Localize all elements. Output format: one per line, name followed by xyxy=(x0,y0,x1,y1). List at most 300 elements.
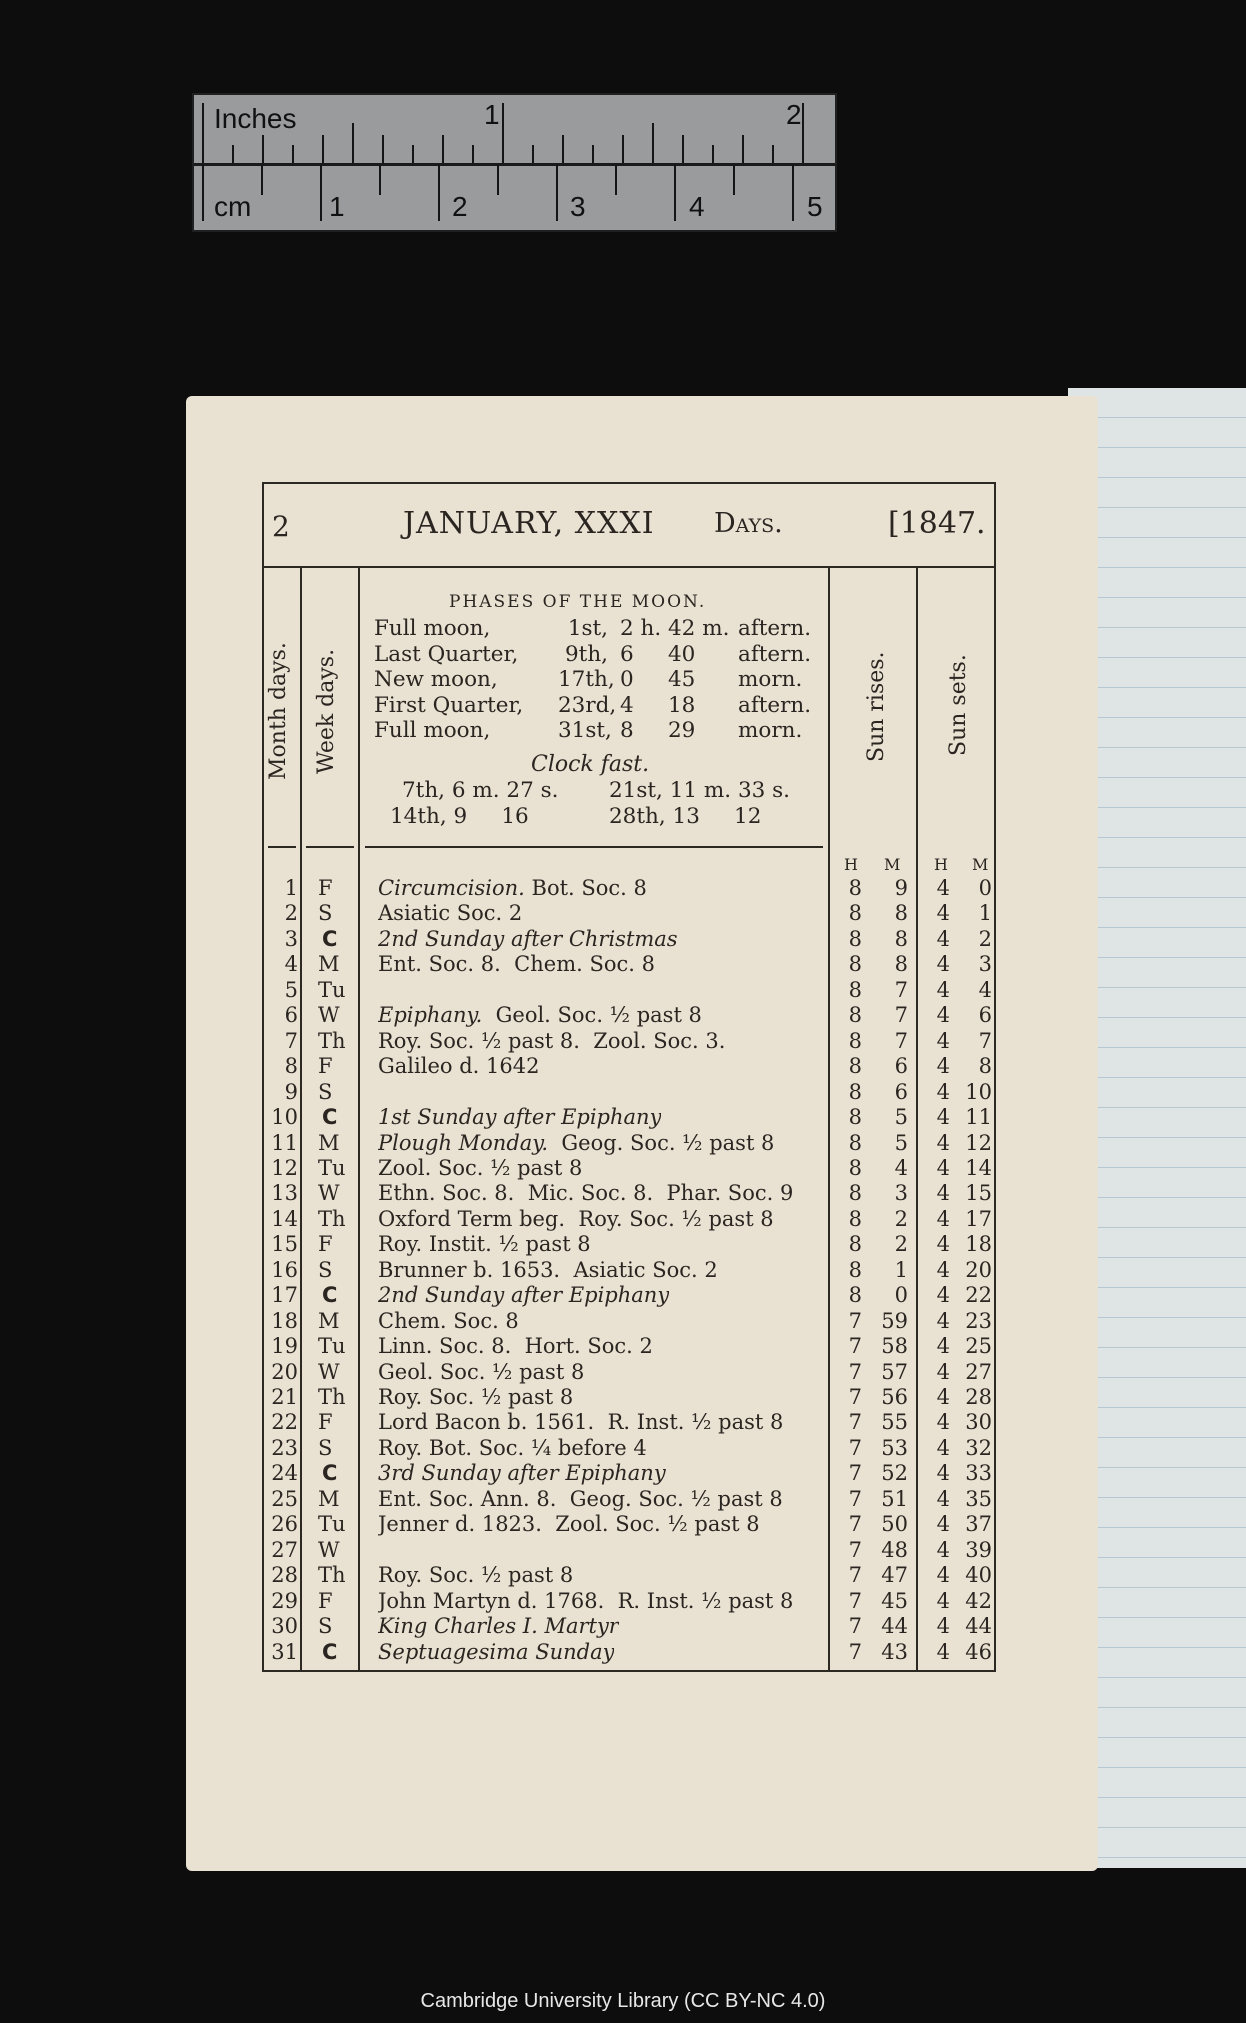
day-event xyxy=(378,1309,519,1334)
ruler-cm-tick xyxy=(674,165,676,221)
sunset-minute: 25 xyxy=(965,1334,992,1359)
ruler-inch-tick xyxy=(712,145,714,163)
sunset-minute: 37 xyxy=(965,1512,992,1537)
moon-phase-period: aftern. xyxy=(738,641,812,667)
sunset-hour: 4 xyxy=(936,1028,950,1053)
moon-phase-minute: 29 xyxy=(668,718,696,743)
ruler-cm-tick xyxy=(379,165,381,195)
ruler-cm-mark-1: 1 xyxy=(329,191,345,222)
week-day: C xyxy=(322,1461,338,1486)
sunrise-minute: 4 xyxy=(894,1155,908,1180)
sunrise-hour: 7 xyxy=(848,1334,862,1359)
day-event xyxy=(378,927,678,952)
ruler-inch-tick xyxy=(562,135,564,163)
day-event-roman: Geog. Soc. ½ past 8 xyxy=(548,1130,775,1155)
ruler-inch-tick xyxy=(412,145,414,163)
sunset-hour: 4 xyxy=(936,1079,950,1104)
sunset-hour: 4 xyxy=(936,1155,950,1180)
sunrise-minute: 8 xyxy=(894,926,908,951)
day-event-roman: Roy. Bot. Soc. ¼ before 4 xyxy=(378,1435,647,1460)
sunset-minute: 10 xyxy=(965,1079,992,1104)
day-event-italic: 1st Sunday after Epiphany xyxy=(378,1105,662,1130)
sunrise-minute: 43 xyxy=(881,1639,908,1664)
day-event xyxy=(378,1029,725,1054)
sunset-minute: 32 xyxy=(965,1435,992,1460)
day-event xyxy=(378,1258,718,1283)
month-day: 23 xyxy=(271,1435,298,1460)
day-event xyxy=(378,952,655,977)
sunrise-hour: 7 xyxy=(848,1537,862,1562)
day-event-roman: Ethn. Soc. 8. Mic. Soc. 8. Phar. Soc. 9 xyxy=(378,1181,794,1206)
day-event-roman: Brunner b. 1653. Asiatic Soc. 2 xyxy=(378,1257,718,1282)
month-day: 11 xyxy=(271,1130,298,1155)
clock-fast-row2-left: 14th, 9 16 xyxy=(390,804,529,829)
day-event xyxy=(378,1105,661,1130)
ruler-cm-tick xyxy=(792,165,794,221)
sunset-minute: 28 xyxy=(965,1385,992,1409)
sunset-minute: 8 xyxy=(978,1054,992,1079)
moon-phase-period: aftern. xyxy=(738,692,812,718)
month-day: 2 xyxy=(284,901,298,926)
month-day: 25 xyxy=(271,1486,298,1511)
week-day: F xyxy=(318,1232,333,1257)
sunset-hour: 4 xyxy=(936,1232,950,1257)
moon-phase-hour: 6 xyxy=(620,641,634,667)
day-event xyxy=(378,1563,573,1588)
week-days-label: Week days. xyxy=(314,648,339,774)
week-day: Th xyxy=(318,1563,346,1588)
moon-phase-period: morn. xyxy=(738,718,803,743)
sunset-hour: 4 xyxy=(936,1486,950,1511)
month-day: 6 xyxy=(284,1003,298,1028)
day-event xyxy=(378,1614,619,1639)
sunrise-minute: 8 xyxy=(894,952,908,977)
sunrise-minute: 2 xyxy=(894,1232,908,1257)
sunrise-minute: 6 xyxy=(894,1054,908,1079)
week-day: Th xyxy=(318,1385,346,1409)
week-day: W xyxy=(318,1359,340,1384)
sunrise-hour: 7 xyxy=(848,1385,862,1409)
sunrise-minute: 9 xyxy=(894,876,908,900)
ruler-cm-tick xyxy=(556,165,558,221)
sunset-hour: 4 xyxy=(936,1130,950,1155)
day-event-italic: Epiphany. xyxy=(378,1003,483,1028)
day-event xyxy=(378,1385,573,1410)
day-event-roman: Roy. Soc. ½ past 8 xyxy=(378,1385,574,1409)
moon-phase-hour: 2 h. xyxy=(620,616,662,641)
day-event-roman: Geol. Soc. ½ past 8 xyxy=(378,1359,585,1384)
sunrise-minute: 50 xyxy=(881,1512,908,1537)
sunrise-h-label: H xyxy=(844,855,858,874)
sunset-hour: 4 xyxy=(936,1461,950,1486)
month-day: 20 xyxy=(271,1359,298,1384)
week-day: S xyxy=(318,1257,333,1282)
ruler-cm-mark-3: 3 xyxy=(570,191,586,222)
moon-phase-period: morn. xyxy=(738,667,803,692)
day-event-italic: King Charles I. Martyr xyxy=(378,1614,619,1639)
ruler-cm-tick xyxy=(615,165,617,195)
moon-phases-heading: PHASES OF THE MOON. xyxy=(449,592,707,612)
moon-phase-hour: 4 xyxy=(620,692,634,718)
sunrise-hour: 7 xyxy=(848,1588,862,1613)
scale-ruler xyxy=(192,93,837,232)
sunset-minute: 3 xyxy=(978,952,992,977)
ruler-midline xyxy=(194,163,835,166)
ruler-inch-tick xyxy=(502,103,504,163)
month-day: 8 xyxy=(284,1054,298,1079)
day-event xyxy=(378,1207,774,1232)
day-event-roman: John Martyn d. 1768. R. Inst. ½ past 8 xyxy=(378,1588,794,1613)
day-event xyxy=(378,876,647,901)
month-day: 13 xyxy=(271,1181,298,1206)
ruler-inch-tick xyxy=(772,145,774,163)
sunset-minute: 17 xyxy=(965,1206,992,1231)
week-day: Tu xyxy=(318,1334,346,1359)
sunset-minute: 4 xyxy=(978,977,992,1002)
week-day: Tu xyxy=(318,1155,346,1180)
ruler-inch-tick xyxy=(742,135,744,163)
sunset-minute: 20 xyxy=(965,1257,992,1282)
sunset-minute: 27 xyxy=(965,1359,992,1384)
week-days-header-rule xyxy=(306,846,354,848)
month-days-divider xyxy=(300,566,302,1672)
sunset-minute: 39 xyxy=(965,1537,992,1562)
sunset-hour: 4 xyxy=(936,1410,950,1435)
sunrise-minute: 57 xyxy=(881,1359,908,1384)
sunrise-hour: 7 xyxy=(848,1563,862,1588)
month-day: 19 xyxy=(271,1334,298,1359)
sunset-hour: 4 xyxy=(936,1257,950,1282)
sunrise-hour: 7 xyxy=(848,1486,862,1511)
sunrise-m-label: M xyxy=(884,855,901,874)
ruler-cm-tick xyxy=(320,165,322,221)
month-day: 31 xyxy=(271,1639,298,1664)
month-day: 9 xyxy=(284,1079,298,1104)
sunrise-minute: 51 xyxy=(881,1486,908,1511)
moon-phase-hour: 8 xyxy=(620,718,634,743)
day-event-italic: 2nd Sunday after Epiphany xyxy=(378,1283,670,1308)
sunset-divider xyxy=(916,566,918,1672)
sunset-hour: 4 xyxy=(936,1054,950,1079)
sunset-hour: 4 xyxy=(936,1105,950,1130)
moon-box-rule xyxy=(365,846,823,848)
week-day: C xyxy=(322,926,338,951)
sunrise-hour: 8 xyxy=(848,1155,862,1180)
sunset-minute: 2 xyxy=(978,926,992,951)
sunrise-hour: 8 xyxy=(848,1181,862,1206)
sun-rises-label: Sun rises. xyxy=(864,651,889,762)
day-event xyxy=(378,1360,584,1385)
day-event xyxy=(378,1334,653,1359)
ruler-inch-tick xyxy=(352,123,354,163)
day-event-roman: Ent. Soc. Ann. 8. Geog. Soc. ½ past 8 xyxy=(378,1486,783,1511)
sunset-minute: 12 xyxy=(965,1130,992,1155)
day-event-roman: Asiatic Soc. 2 xyxy=(378,901,523,926)
sunset-hour: 4 xyxy=(936,876,950,900)
sunrise-hour: 8 xyxy=(848,1257,862,1282)
month-day: 5 xyxy=(284,977,298,1002)
ruler-inch-tick xyxy=(262,135,264,163)
moon-phase-minute: 45 xyxy=(668,667,696,692)
sunrise-hour: 8 xyxy=(848,1283,862,1308)
sunrise-hour: 7 xyxy=(848,1308,862,1333)
day-event-roman: Roy. Instit. ½ past 8 xyxy=(378,1232,591,1257)
year-label: [1847. xyxy=(888,506,986,541)
month-day: 4 xyxy=(284,952,298,977)
sunrise-minute: 5 xyxy=(894,1130,908,1155)
moon-phase-minute: 18 xyxy=(668,692,696,718)
sunrise-minute: 0 xyxy=(894,1283,908,1308)
sunset-minute: 33 xyxy=(965,1461,992,1486)
week-day: C xyxy=(322,1105,338,1130)
day-event-italic: Septuagesima Sunday xyxy=(378,1639,615,1664)
day-event xyxy=(378,1181,793,1206)
day-event-roman: Chem. Soc. 8 xyxy=(378,1308,519,1333)
week-day: Tu xyxy=(318,977,346,1002)
day-event xyxy=(378,1436,647,1461)
month-days-header-rule xyxy=(268,846,296,848)
sunrise-hour: 7 xyxy=(848,1614,862,1639)
week-day: Th xyxy=(318,1028,346,1053)
moon-phase-minute: 40 xyxy=(668,641,696,667)
sunset-minute: 7 xyxy=(978,1028,992,1053)
sunrise-minute: 53 xyxy=(881,1435,908,1460)
week-day: F xyxy=(318,1588,333,1613)
week-day: Tu xyxy=(318,1512,346,1537)
sunrise-minute: 48 xyxy=(881,1537,908,1562)
sunrise-minute: 52 xyxy=(881,1461,908,1486)
moon-phase-name: New moon, xyxy=(374,667,498,692)
week-day: M xyxy=(318,1486,340,1511)
ruler-inch-tick xyxy=(472,145,474,163)
month-day: 7 xyxy=(284,1028,298,1053)
day-event xyxy=(378,1156,582,1181)
week-day: Th xyxy=(318,1206,346,1231)
ruler-inch-tick xyxy=(202,103,204,163)
day-event-roman: Zool. Soc. ½ past 8 xyxy=(378,1155,583,1180)
day-event-italic: 3rd Sunday after Epiphany xyxy=(378,1461,666,1486)
sunrise-divider xyxy=(828,566,830,1672)
month-day: 17 xyxy=(271,1283,298,1308)
week-day: F xyxy=(318,876,333,900)
week-day: M xyxy=(318,1130,340,1155)
sunset-hour: 4 xyxy=(936,1283,950,1308)
month-day: 16 xyxy=(271,1257,298,1282)
ruler-cm-mark-2: 2 xyxy=(452,191,468,222)
ruler-inch-tick xyxy=(592,145,594,163)
week-day: F xyxy=(318,1054,333,1079)
sunset-hour: 4 xyxy=(936,901,950,926)
ruler-inch-tick xyxy=(292,145,294,163)
ruler-inch-tick xyxy=(232,145,234,163)
week-day: M xyxy=(318,952,340,977)
sunset-minute: 6 xyxy=(978,1003,992,1028)
moon-phase-day: 31st, xyxy=(558,718,612,743)
sunrise-minute: 58 xyxy=(881,1334,908,1359)
moon-phase-hour: 0 xyxy=(620,667,634,692)
sunrise-minute: 45 xyxy=(881,1588,908,1613)
sunset-hour: 4 xyxy=(936,1639,950,1664)
sunset-hour: 4 xyxy=(936,952,950,977)
sunset-minute: 18 xyxy=(965,1232,992,1257)
ruler-inch-mark-1: 1 xyxy=(484,99,500,130)
clock-fast-heading: Clock fast. xyxy=(531,752,650,777)
sunrise-hour: 7 xyxy=(848,1461,862,1486)
sunrise-hour: 8 xyxy=(848,1130,862,1155)
month-day: 30 xyxy=(271,1614,298,1639)
sunrise-minute: 55 xyxy=(881,1410,908,1435)
ruler-inch-tick xyxy=(802,103,804,163)
ruler-inch-tick xyxy=(442,135,444,163)
sunrise-hour: 8 xyxy=(848,1232,862,1257)
month-day: 26 xyxy=(271,1512,298,1537)
month-day: 14 xyxy=(271,1206,298,1231)
sunset-minute: 11 xyxy=(965,1105,992,1130)
sunrise-minute: 7 xyxy=(894,977,908,1002)
day-event xyxy=(378,1461,666,1486)
day-event-italic: Plough Monday. xyxy=(378,1130,549,1155)
week-day: W xyxy=(318,1003,340,1028)
sunrise-hour: 7 xyxy=(848,1435,862,1460)
sunset-hour: 4 xyxy=(936,1588,950,1613)
week-day: S xyxy=(318,1079,333,1104)
day-event xyxy=(378,1003,702,1028)
moon-phase-name: First Quarter, xyxy=(374,692,524,718)
sunrise-minute: 1 xyxy=(894,1257,908,1282)
month-day: 18 xyxy=(271,1308,298,1333)
day-event xyxy=(378,1640,614,1665)
ruler-inch-tick xyxy=(622,135,624,163)
sunrise-hour: 8 xyxy=(848,977,862,1002)
sunset-m-label: M xyxy=(972,855,989,874)
month-day: 27 xyxy=(271,1537,298,1562)
sunset-minute: 42 xyxy=(965,1588,992,1613)
day-event xyxy=(378,1283,669,1308)
day-event xyxy=(378,1487,783,1512)
day-event-italic: 2nd Sunday after Christmas xyxy=(378,926,678,951)
sunset-minute: 30 xyxy=(965,1410,992,1435)
moon-phase-period: aftern. xyxy=(738,616,812,641)
sunrise-hour: 8 xyxy=(848,1206,862,1231)
moon-phase-day: 17th, xyxy=(558,667,615,692)
sunset-minute: 1 xyxy=(978,901,992,926)
sunset-minute: 22 xyxy=(965,1283,992,1308)
ruler-cm-tick xyxy=(733,165,735,195)
clock-fast-row2-right: 28th, 13 12 xyxy=(609,804,762,829)
moon-phase-day: 1st, xyxy=(567,616,608,641)
week-day: W xyxy=(318,1181,340,1206)
ruler-cm-label: cm xyxy=(214,191,252,222)
clock-fast-row1-right: 21st, 11 m. 33 s. xyxy=(609,778,791,803)
ruler-cm-mark-5: 5 xyxy=(807,191,823,222)
day-event xyxy=(378,901,522,926)
sunset-hour: 4 xyxy=(936,926,950,951)
day-event xyxy=(378,1410,783,1435)
sunrise-minute: 3 xyxy=(894,1181,908,1206)
month-day: 28 xyxy=(271,1563,298,1588)
sunset-minute: 0 xyxy=(978,876,992,900)
sunrise-minute: 2 xyxy=(894,1206,908,1231)
day-event xyxy=(378,1589,793,1614)
sunrise-minute: 47 xyxy=(881,1563,908,1588)
sunrise-hour: 7 xyxy=(848,1639,862,1664)
month-day: 24 xyxy=(271,1461,298,1486)
sunrise-minute: 56 xyxy=(881,1385,908,1409)
day-event-roman: Lord Bacon b. 1561. R. Inst. ½ past 8 xyxy=(378,1410,784,1435)
day-event-roman: Ent. Soc. 8. Chem. Soc. 8 xyxy=(378,952,655,977)
ruler-inch-tick xyxy=(382,135,384,163)
ruler-cm-tick xyxy=(438,165,440,221)
month-day: 3 xyxy=(284,926,298,951)
sunset-hour: 4 xyxy=(936,1614,950,1639)
clock-fast-row1-left: 7th, 6 m. 27 s. xyxy=(402,778,559,803)
sunrise-hour: 8 xyxy=(848,926,862,951)
sunset-minute: 35 xyxy=(965,1486,992,1511)
sunrise-minute: 6 xyxy=(894,1079,908,1104)
sunset-hour: 4 xyxy=(936,1206,950,1231)
day-event xyxy=(378,1512,760,1537)
sunset-hour: 4 xyxy=(936,1359,950,1384)
day-event xyxy=(378,1131,774,1156)
week-day: F xyxy=(318,1410,333,1435)
sunrise-minute: 8 xyxy=(894,901,908,926)
sunset-hour: 4 xyxy=(936,1308,950,1333)
sunrise-hour: 8 xyxy=(848,1003,862,1028)
sunset-hour: 4 xyxy=(936,1512,950,1537)
sunset-minute: 14 xyxy=(965,1155,992,1180)
sunset-h-label: H xyxy=(934,855,948,874)
sunrise-hour: 7 xyxy=(848,1512,862,1537)
sunrise-hour: 8 xyxy=(848,952,862,977)
ruler-cm-tick xyxy=(497,165,499,195)
day-event-roman: Roy. Soc. ½ past 8. Zool. Soc. 3. xyxy=(378,1028,726,1053)
month-days-label: Month days. xyxy=(266,642,291,780)
ruler-inch-tick xyxy=(532,145,534,163)
ruler-inch-tick xyxy=(652,123,654,163)
sunset-minute: 46 xyxy=(965,1639,992,1664)
moon-phase-day: 9th, xyxy=(565,641,608,667)
days-label: Days. xyxy=(714,508,783,539)
moon-phase-name: Last Quarter, xyxy=(374,641,519,667)
moon-phase-name: Full moon, xyxy=(374,718,491,743)
month-day: 1 xyxy=(284,876,298,900)
sunset-hour: 4 xyxy=(936,1537,950,1562)
ruler-inch-tick xyxy=(682,135,684,163)
week-day: S xyxy=(318,901,333,926)
sunrise-hour: 8 xyxy=(848,1028,862,1053)
moon-phase-name: Full moon, xyxy=(374,616,491,641)
ruler-cm-tick xyxy=(202,165,204,221)
header-rule xyxy=(262,566,996,568)
sunrise-hour: 7 xyxy=(848,1410,862,1435)
day-event-roman: Roy. Soc. ½ past 8 xyxy=(378,1563,574,1588)
day-event-roman: Bot. Soc. 8 xyxy=(524,876,647,900)
sunset-minute: 40 xyxy=(965,1563,992,1588)
week-day: C xyxy=(322,1639,338,1664)
month-title: JANUARY, XXXI xyxy=(403,506,655,541)
sunset-hour: 4 xyxy=(936,977,950,1002)
sunrise-minute: 59 xyxy=(881,1308,908,1333)
sunset-hour: 4 xyxy=(936,1003,950,1028)
sunrise-minute: 7 xyxy=(894,1003,908,1028)
week-day: S xyxy=(318,1435,333,1460)
month-day: 21 xyxy=(271,1385,298,1409)
image-credit: Cambridge University Library (CC BY-NC 4.0) xyxy=(420,1990,826,2012)
sun-sets-label: Sun sets. xyxy=(946,654,971,756)
day-event-roman: Galileo d. 1642 xyxy=(378,1054,540,1079)
sunset-hour: 4 xyxy=(936,1435,950,1460)
sunset-hour: 4 xyxy=(936,1181,950,1206)
